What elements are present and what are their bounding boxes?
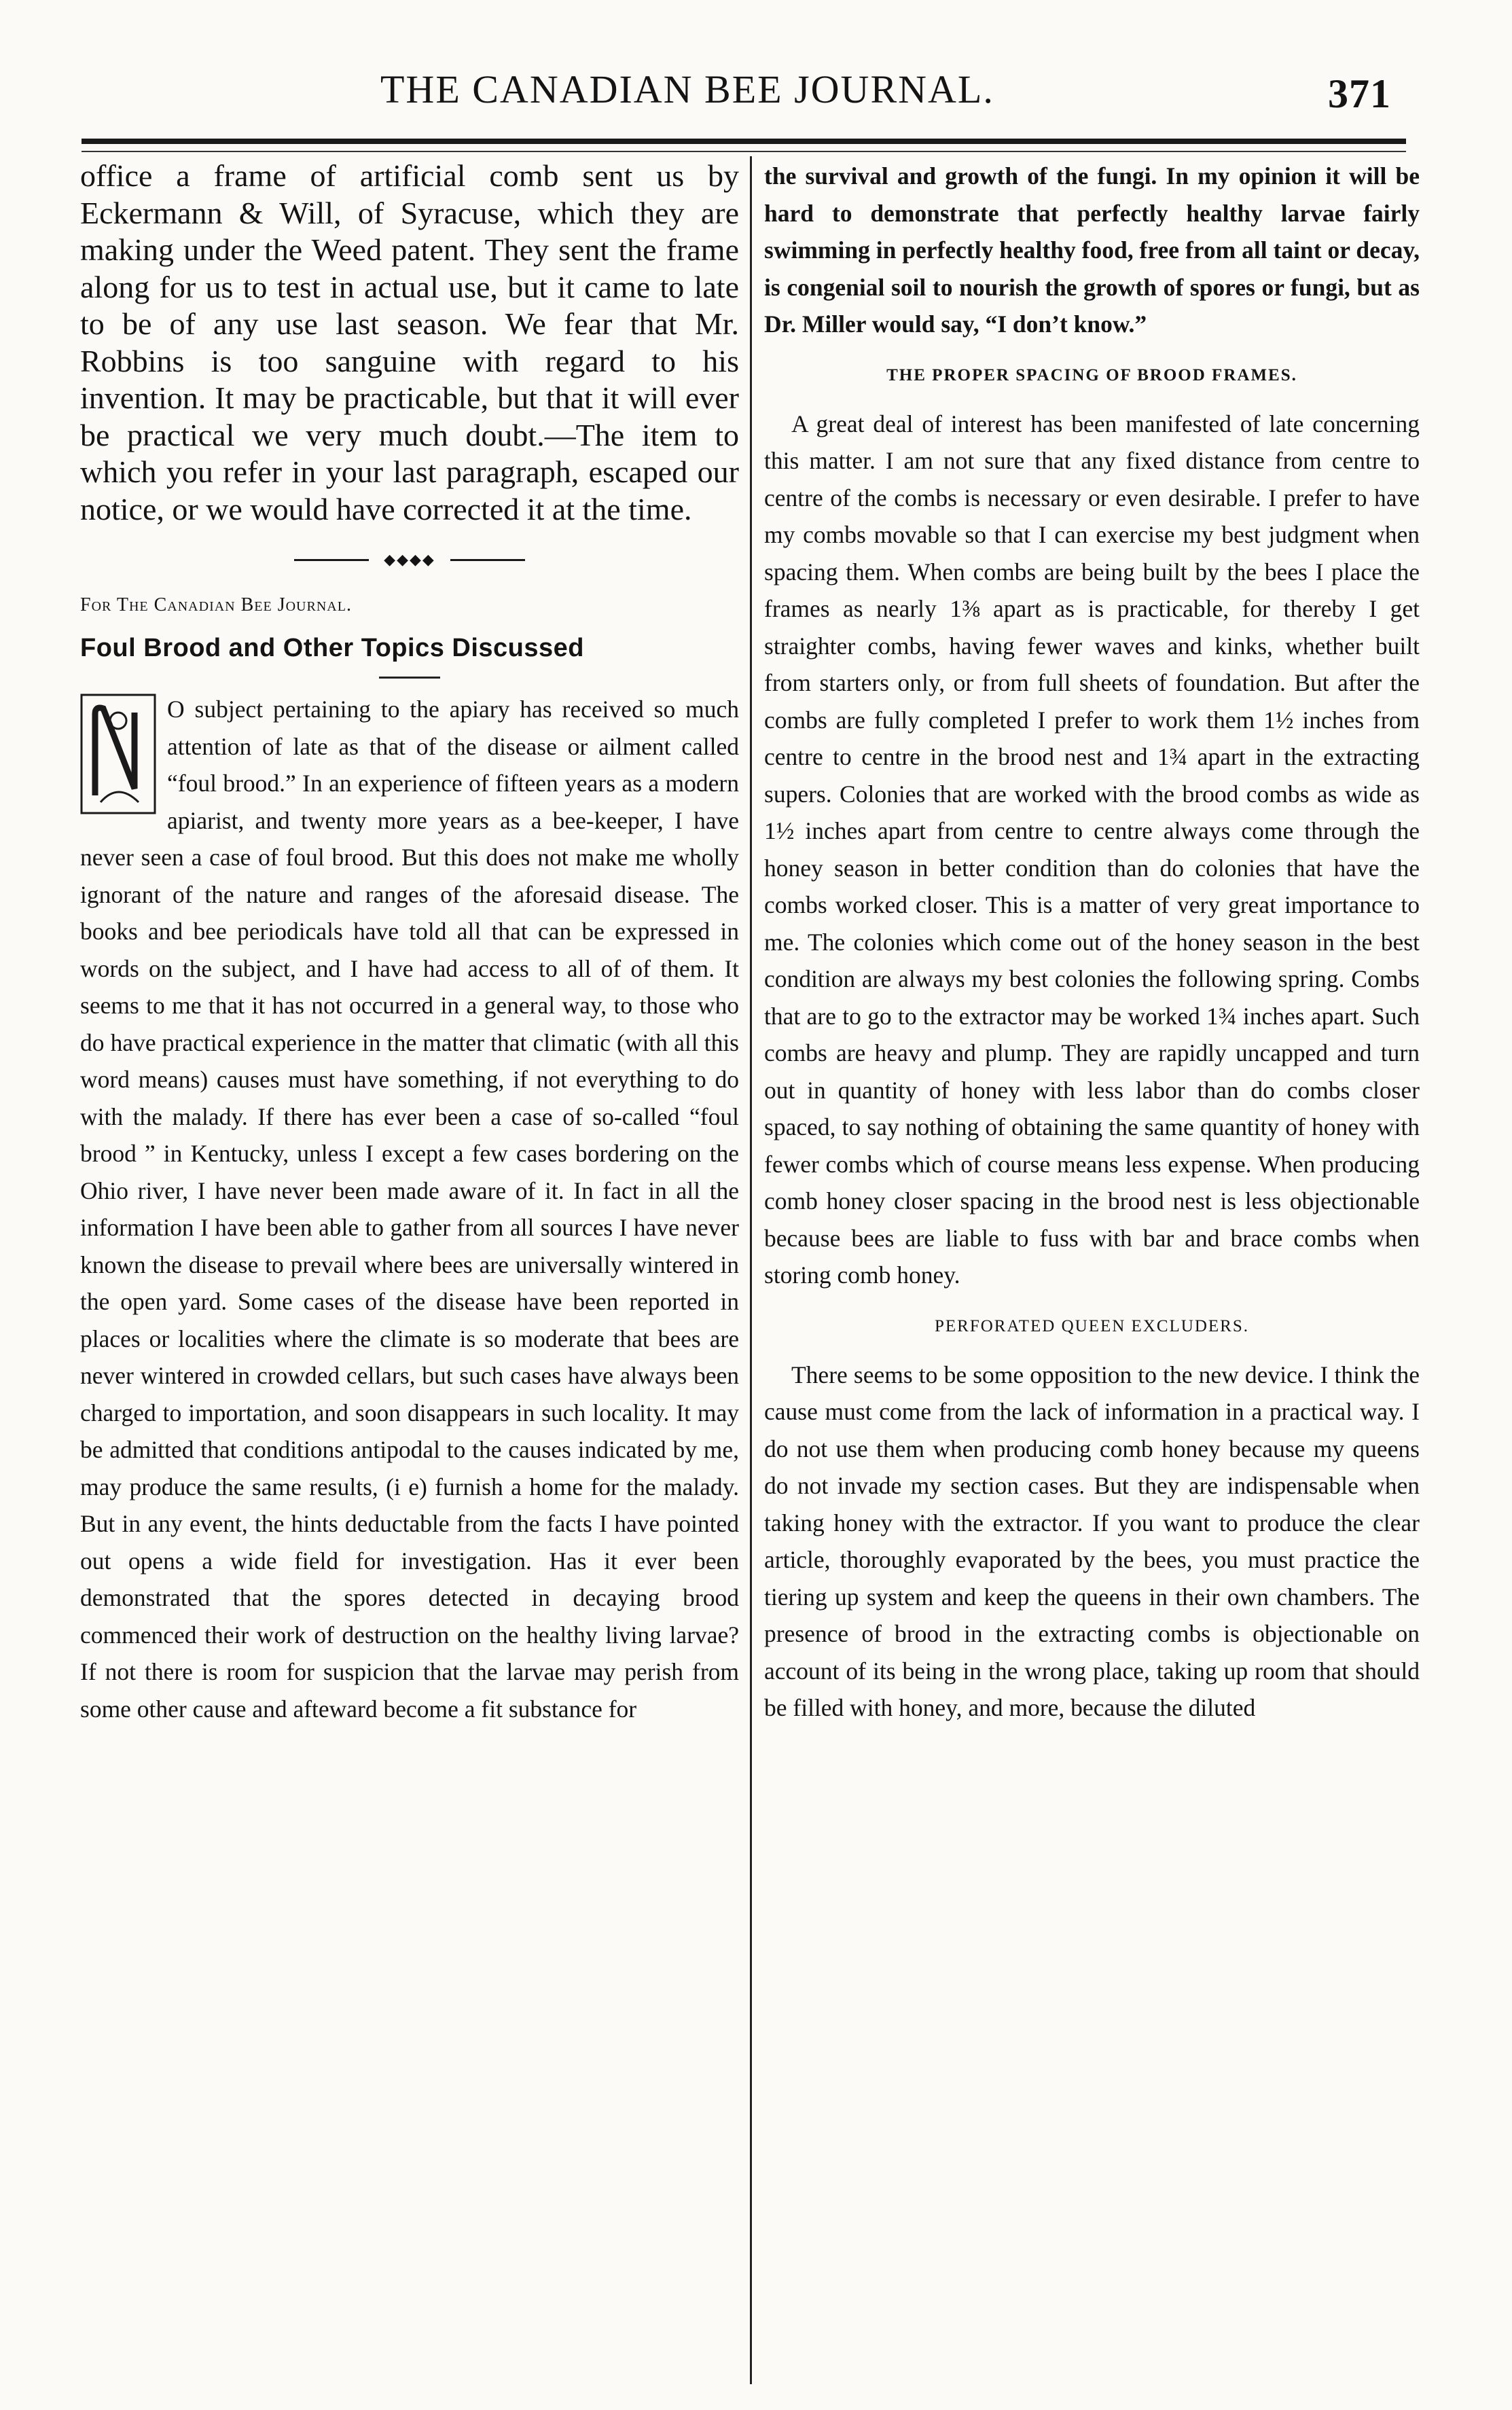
- header-rule-thin: [82, 151, 1406, 152]
- title-rule: [379, 677, 440, 679]
- continuation-paragraph: the survival and growth of the fungi. In my opinion it will be hard to demonstrate that perfectly healthy larvae fairly swimming in perfectly healthy food, free from all taint or decay, is congenial soil to nourish the growth of spores or fungi, but as Dr. Miller would say, “I don’t know.”: [764, 162, 1420, 338]
- column-divider: [750, 156, 752, 2384]
- running-head: THE CANADIAN BEE JOURNAL.: [380, 67, 994, 111]
- header-rule: [82, 139, 1406, 144]
- ornamental-divider: ◆◆◆◆: [294, 551, 525, 569]
- section-heading-brood-frames: THE PROPER SPACING OF BROOD FRAMES.: [886, 365, 1297, 384]
- section-body-queen-excluders: There seems to be some opposition to the new device. I think the cause must come from the lack of information in a practical way. I do not use them when producing comb honey because my queens do not invade my section cases. But they are indispensable when taking honey with the extractor. If you want to produce the clear article, thoroughly evaporated by the bees, you must practice the tiering up system and keep the queens in their own chambers. The presence of brood in the extracting combs is objectionable on account of its being in the wrong place, taking up room that should be filled with honey, and more, because the diluted: [764, 1361, 1420, 1721]
- byline: For The Canadian Bee Journal.: [80, 594, 352, 615]
- article-title: Foul Brood and Other Topics Discussed: [80, 634, 584, 662]
- svg-text:N: N: [115, 759, 121, 767]
- section-body-brood-frames: A great deal of interest has been manifested of late concerning this matter. I am not sure that any fixed distance from centre to centre of the combs is necessary or even desirable. I prefer to have my combs movable so that I can exercise my best judgment when spacing them. When combs are being built by the bees I place the frames as nearly 1⅜ apart as is practicable, for thereby I get straighter combs, having fewer waves and kinks, whether built from starters only, or from full sheets of foundation. But after the combs are fully completed I prefer to work them 1½ inches from centre to centre in the brood nest and 1¾ apart in the extracting supers. Colonies that are worked with the brood combs as wide as 1½ inches apart from centre to centre always come through the honey season in better condition than do colonies that have the combs worked closer. This is a matter of very great importance to me. The colonies which come out of the honey season in the best condition are always my best colonies the following spring. Combs that are to go to the extractor may be worked 1¾ inches apart. Such combs are heavy and plump. They are rapidly uncapped and turn out in quantity of honey with less labor than do combs closer spaced, to say nothing of obtaining the same quantity of honey with fewer combs which of course means less expense. When producing comb honey closer spacing in the brood nest is less objectionable because bees are liable to fuss with bar and brace combs when storing comb honey.: [764, 410, 1420, 1289]
- article-body: [80, 691, 739, 1727]
- right-column: [764, 158, 1420, 1727]
- page-number: 371: [1328, 71, 1391, 116]
- drop-cap-n-ornament: [80, 694, 156, 814]
- article-body-text: O subject pertaining to the apiary has received so much attention of late as that of the disease or ailment called “foul brood.” In an experience of fifteen years as a modern apiarist, and twenty more years as a bee-keeper, I have never seen a case of foul brood. But this does not make me wholly ignorant of the nature and ranges of the aforesaid disease. The books and bee periodicals have told all that can be expressed in words on the subject, and I have had access to all of of them. It seems to me that it has not occurred in a general way, to those who do have practical experience in the matter that climatic (with all this word means) causes must have something, if not everything to do with the malady. If there has ever been a case of so-called “foul brood ” in Kentucky, unless I except a few cases bordering on the Ohio river, I have never been made aware of it. In fact in all the information I have been able to gather from all sources I have never known the disease to prevail where bees are universally wintered in the open yard. Some cases of the disease have been reported in places or localities where the climate is so moderate that bees are never wintered in crowded cellars, but such cases have always been charged to importation, and soon disappears in such locality. It may be admitted that conditions antipodal to the causes indicated by me, may produce the same results, (i e) furnish a home for the malady. But in any event, the hints deductable from the facts I have pointed out opens a wide field for investigation. Has it ever been demonstrated that the spores detected in decaying brood commenced their work of destruction on the healthy living larvae? If not there is room for suspicion that the larvae may perish from some other cause and afteward become a fit substance for: [80, 696, 739, 1723]
- section-heading-queen-excluders: PERFORATED QUEEN EXCLUDERS.: [934, 1316, 1250, 1335]
- editorial-reply-paragraph: office a frame of artificial comb sent us by Eckermann & Will, of Syracuse, which they are making under the Weed patent. They sent the frame along for us to test in actual use, but it came to late to be of any use last season. We fear that Mr. Robbins is too sanguine with regard to his invention. It may be practicable, but that it will ever be practical we very much doubt.—The item to which you refer in your last paragraph, escaped our notice, or we would have corrected it at the time.: [80, 158, 739, 526]
- left-column: [80, 158, 739, 1727]
